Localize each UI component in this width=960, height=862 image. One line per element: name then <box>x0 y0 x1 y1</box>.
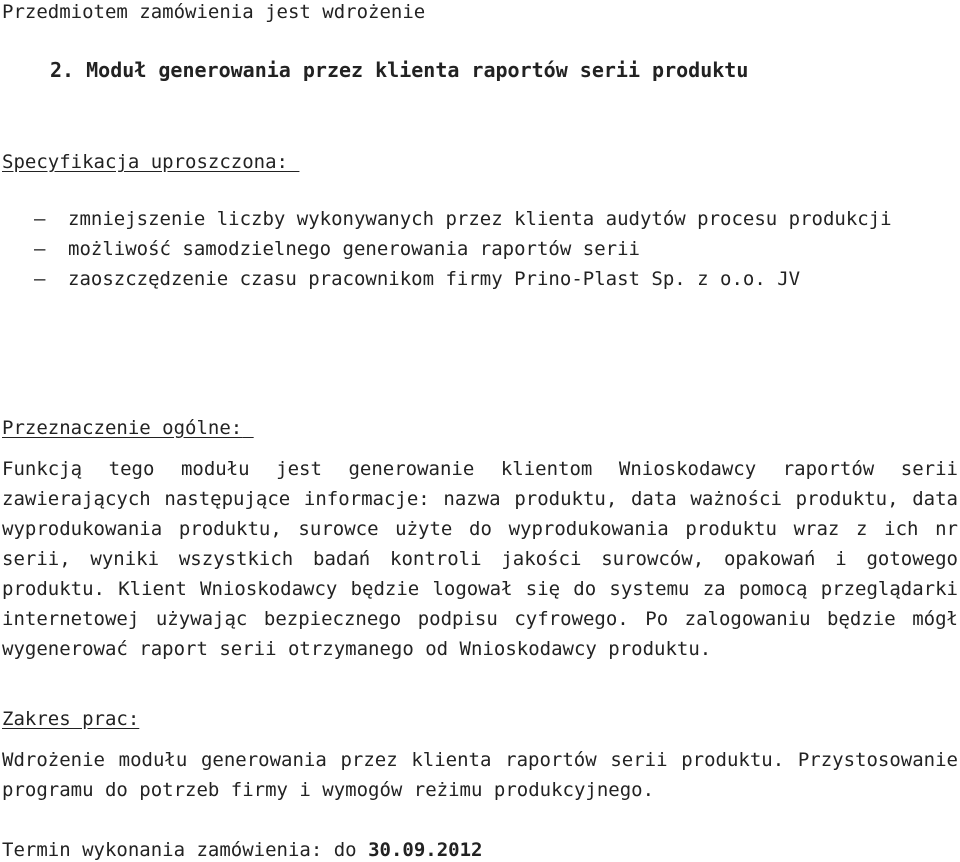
scope-label-block <box>2 707 139 731</box>
dash-marker: – <box>34 208 46 230</box>
deadline-date: 30.09.2012 <box>368 839 483 861</box>
paragraph-line: Wdrożenie modułu generowania przez klienta raportów serii produktu. Przystosowanie <box>2 749 958 771</box>
purpose-label: Przeznaczenie ogólne: <box>2 417 243 439</box>
paragraph-line: serii, wyniki wszystkich badań kontroli jakości surowców, opakowań i gotowego <box>2 548 958 570</box>
paragraph-line: zawierających następujące informacje: nazwa produktu, data ważności produktu, data <box>2 488 958 510</box>
purpose-paragraph <box>2 454 958 664</box>
dash-marker: – <box>34 238 46 260</box>
paragraph-line: Funkcją tego modułu jest generowanie klientom Wnioskodawcy raportów serii <box>2 458 958 480</box>
spec-label-block <box>2 150 299 174</box>
paragraph-line: produktu. Klient Wnioskodawcy będzie logował się do systemu za pomocą przeglądarki <box>2 578 958 600</box>
spec-list <box>2 204 892 294</box>
scope-paragraph <box>2 745 958 805</box>
paragraph-line: wygenerować raport serii otrzymanego od Wnioskodawcy produktu. <box>2 638 712 660</box>
list-item <box>2 234 892 264</box>
list-item-text: możliwość samodzielnego generowania raportów serii <box>68 238 640 260</box>
paragraph-line: programu do potrzeb firmy i wymogów reżimu produkcyjnego. <box>2 779 655 801</box>
scope-label: Zakres prac: <box>2 708 140 730</box>
deadline-line <box>2 838 482 862</box>
spec-label: Specyfikacja uproszczona: <box>2 151 288 173</box>
list-item-text: zmniejszenie liczby wykonywanych przez klienta audytów procesu produkcji <box>68 208 892 230</box>
dash-marker: – <box>34 268 46 290</box>
intro-line: Przedmiotem zamówienia jest wdrożenie <box>2 1 426 23</box>
list-item <box>2 264 892 294</box>
deadline-label: Termin wykonania zamówienia: do <box>2 839 357 861</box>
purpose-label-block <box>2 416 254 440</box>
list-item-text: zaoszczędzenie czasu pracownikom firmy Prino-Plast Sp. z o.o. JV <box>68 268 801 290</box>
paragraph-line: wyprodukowania produktu, surowce użyte do wyprodukowania produktu wraz z ich nr <box>2 518 958 540</box>
module-heading: 2. Moduł generowania przez klienta raportów serii produktu <box>50 58 749 82</box>
paragraph-line: internetowej używając bezpiecznego podpisu cyfrowego. Po zalogowaniu będzie mógł <box>2 608 958 630</box>
list-item <box>2 204 892 234</box>
